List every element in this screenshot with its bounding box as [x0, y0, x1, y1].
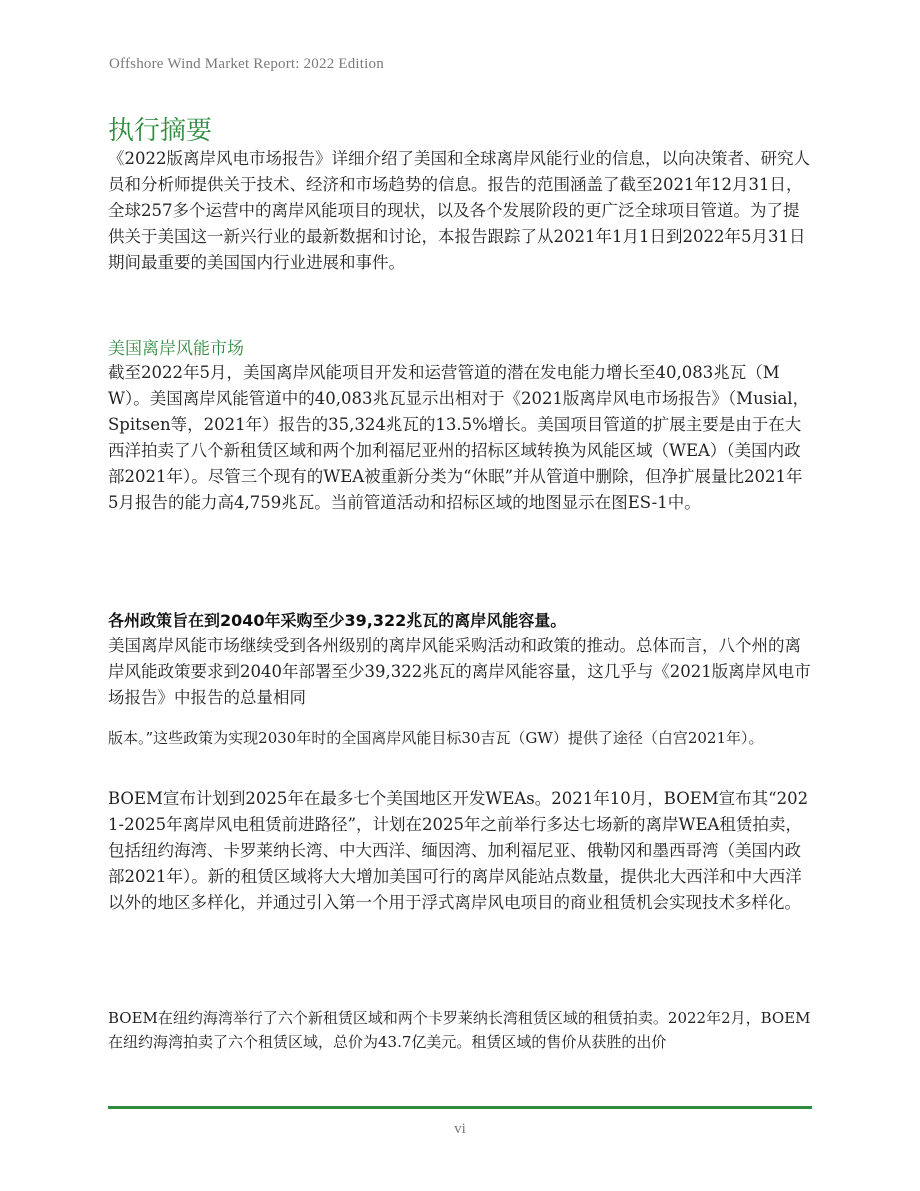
boem-plan-paragraph: BOEM宣布计划到2025年在最多七个美国地区开发WEAs。2021年10月，BOEM宣布其“2021-2025年离岸风电租赁前进路径”，计划在2025年之前举行多达七场新的离岸WEA租赁拍卖，包括纽约海湾、卡罗莱纳长湾、中大西洋、缅因湾、加利福尼亚、俄勒冈和墨西哥湾（美国内政部2021年）。新的租赁区域将大大增加美国可行的离岸风能站点数量，提供北大西洋和中大西洋以外的地区多样化，并通过引入第一个用于浮式离岸风电项目的商业租赁机会实现技术多样化。: [108, 789, 809, 912]
intro-paragraph: 《2022版离岸风电市场报告》详细介绍了美国和全球离岸风能行业的信息，以向决策者、研究人员和分析师提供关于技术、经济和市场趋势的信息。报告的范围涵盖了截至2021年12月31日，全球257多个运营中的离岸风能项目的现状，以及各个发展阶段的更广泛全球项目管道。为了提供关于美国这一新兴行业的最新数据和讨论，本报告跟踪了从2021年1月1日到2022年5月31日期间最重要的美国国内行业进展和事件。: [108, 149, 810, 272]
policy-paragraph-1: 美国离岸风能市场继续受到各州级别的离岸风能采购活动和政策的推动。总体而言，八个州的离岸风能政策要求到2040年部署至少39,322兆瓦的离岸风能容量，这几乎与《2021版离岸风电市场报告》中报告的总量相同: [108, 636, 811, 707]
boem-auction-paragraph: BOEM在纽约海湾举行了六个新租赁区域和两个卡罗莱纳长湾租赁区域的租赁拍卖。2022年2月，BOEM在纽约海湾拍卖了六个租赁区域，总价为43.7亿美元。租赁区域的售价从获胜的出价: [108, 1009, 811, 1051]
section-title: 执行摘要: [108, 116, 213, 146]
policy-paragraph-2: 版本。”这些政策为实现2030年时的全国离岸风能目标30吉瓦（GW）提供了途径（白宫2021年）。: [108, 729, 764, 747]
footer-rule: [108, 1106, 812, 1109]
us-market-heading: 美国离岸风能市场: [108, 339, 244, 359]
policy-heading: 各州政策旨在到2040年采购至少39,322兆瓦的离岸风能容量。: [108, 611, 567, 630]
page-number: vi: [454, 1121, 466, 1137]
us-market-paragraph: 截至2022年5月，美国离岸风能项目开发和运营管道的潜在发电能力增长至40,083兆瓦（MW）。美国离岸风能管道中的40,083兆瓦显示出相对于《2021版离岸风电市场报告》（Musial，Spitsen等，2021年）报告的35,324兆瓦的13.5%增长。美国项目管道的扩展主要是由于在大西洋拍卖了八个新租赁区域和两个加利福尼亚州的招标区域转换为风能区域（WEA）（美国内政部2021年）。尽管三个现有的WEA被重新分类为“休眠”并从管道中删除，但净扩展量比2021年5月报告的能力高4,759兆瓦。当前管道活动和招标区域的地图显示在图ES-1中。: [108, 363, 810, 512]
running-header: Offshore Wind Market Report: 2022 Edition: [109, 56, 384, 72]
